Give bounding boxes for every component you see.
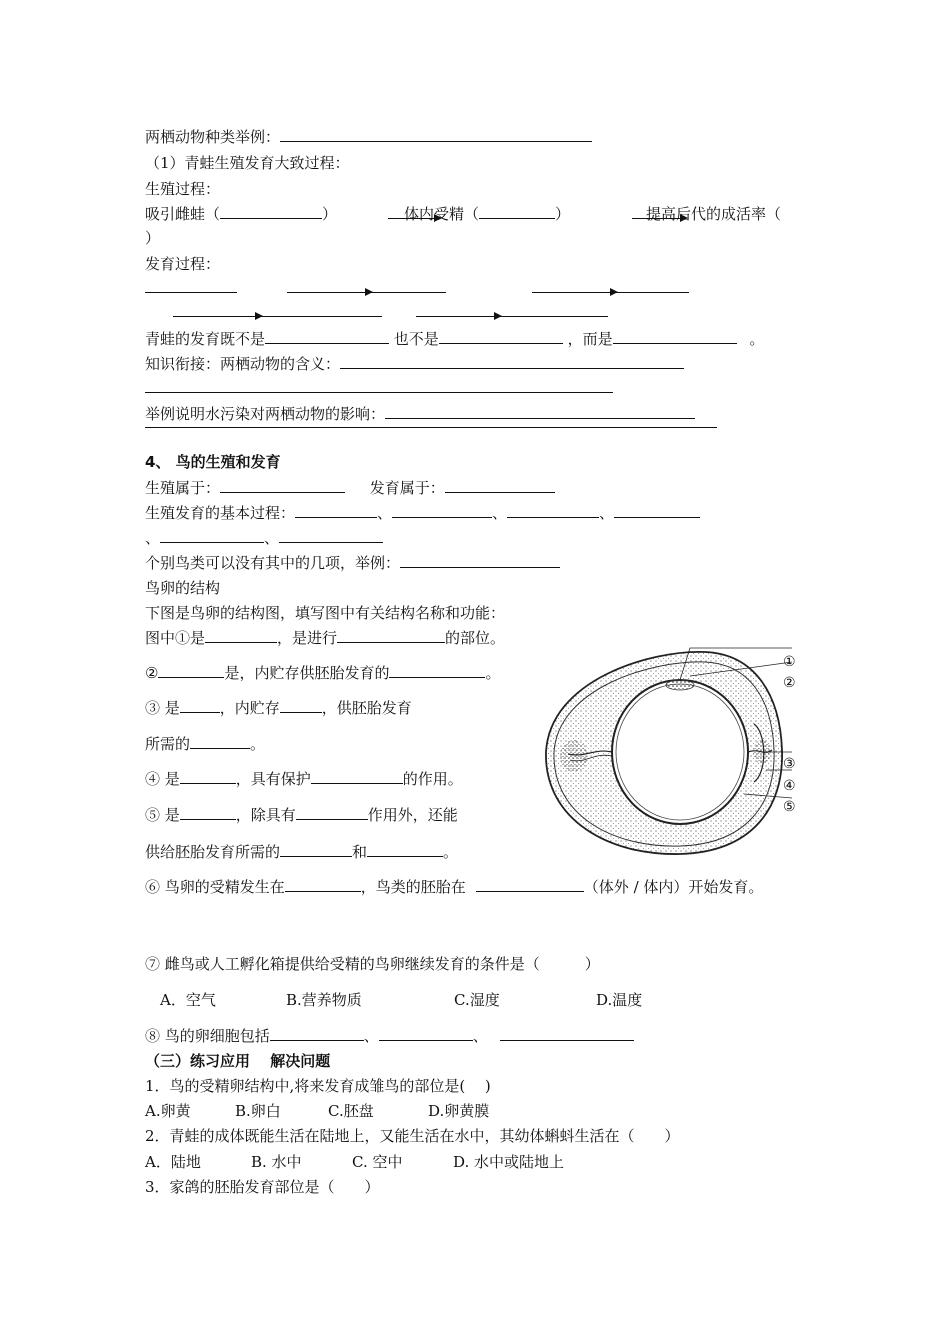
q1-line [145,628,505,648]
q1-blank2[interactable] [337,628,445,643]
diagram-instruction: 下图是鸟卵的结构图，填写图中有关结构名称和功能： [145,604,506,622]
dev-arrow-1 [287,292,371,293]
dev-arrow-4 [416,316,500,317]
step2-end: ） [555,205,571,223]
q3-blank1[interactable] [180,698,220,713]
water-pollution-line [145,404,695,424]
q3-blank2[interactable] [280,698,322,713]
q8-blank3[interactable] [500,1026,634,1041]
step2-label: 体内受精（ [404,205,480,223]
q5-blank2[interactable] [296,805,368,820]
q4-blank1[interactable] [180,769,236,784]
knowledge-link-line [145,354,684,374]
some-birds-line [145,553,560,573]
basic-process-line-2 [145,528,383,548]
q8-blank1[interactable] [270,1026,364,1041]
development-type-blank[interactable] [445,478,555,493]
practice-q1: 1．鸟的受精卵结构中,将来发育成雏鸟的部位是( ) [145,1077,491,1095]
practice-q2-option-c[interactable]: C. 空中 [352,1153,403,1171]
dev-blank-2[interactable] [371,292,446,293]
water-pollution-blank[interactable] [385,404,695,419]
dev-blank-3[interactable] [616,292,689,293]
frog-dev-blank2[interactable] [439,329,563,344]
sep: 、 [264,529,280,547]
sep: 、 [492,504,508,522]
q6b: ，鸟类的胚胎在 [360,878,466,896]
frog-process-title: （1）青蛙生殖发育大致过程： [145,154,350,172]
examples-label: 两栖动物种类举例： [145,128,281,146]
q6-blank1[interactable] [285,877,361,892]
step2-blank[interactable] [479,204,555,219]
q5-blank1[interactable] [180,805,236,820]
basic-process-label: 生殖发育的基本过程： [145,504,296,522]
process-blank-2[interactable] [392,503,492,518]
reproduction-label: 生殖过程： [145,180,221,198]
q6a: ⑥ 鸟卵的受精发生在 [145,878,285,896]
q5-line-2 [145,842,458,862]
q2-blank1[interactable] [158,663,224,678]
q7-option-a[interactable]: A．空气 [160,991,216,1009]
practice-q1-option-c[interactable]: C.胚盘 [328,1102,374,1120]
q2-blank2[interactable] [389,663,485,678]
q2a: ② [145,664,159,682]
chalaza-left-mass [560,740,588,772]
sep: 、 [599,504,615,522]
q1a: 图中①是 [145,629,206,647]
q2-line [145,663,500,683]
frog-dev-blank3[interactable] [613,329,737,344]
q4a: ④ 是 [145,770,180,788]
reproduction-type-label: 生殖属于： [145,479,221,497]
dev-blank-1[interactable] [145,292,237,293]
dev-arrow-3 [173,316,261,317]
step1-label: 吸引雌蛙（ [145,205,221,223]
q7-option-c[interactable]: C.湿度 [454,991,500,1009]
q6-line [145,877,763,897]
q3c: ，供胚胎发育 [321,699,412,717]
practice-q1-option-b[interactable]: B.卵白 [235,1102,281,1120]
q8-blank2[interactable] [379,1026,473,1041]
process-blank-5[interactable] [160,528,264,543]
frog-dev-end: 。 [749,330,765,348]
q5a: ⑤ 是 [145,806,180,824]
practice-q1-option-a[interactable]: A.卵黄 [145,1102,191,1120]
sep: 、 [363,1027,379,1045]
practice-q1-option-d[interactable]: D.卵黄膜 [428,1102,490,1120]
frog-dev-blank1[interactable] [265,329,389,344]
practice-q2: 2．青蛙的成体既能生活在陆地上，又能生活在水中，其幼体蝌蚪生活在（ ） [145,1127,680,1145]
amphibian-examples-line [145,127,592,147]
practice-q2-option-d[interactable]: D. 水中或陆地上 [453,1153,565,1171]
q8-line [145,1026,634,1046]
q5f: 。 [443,843,459,861]
q2b: 是，内贮存供胚胎发育的 [224,664,390,682]
knowledge-link-blank-2[interactable] [145,392,613,393]
dev-arrow-2 [532,292,616,293]
water-pollution-label: 举例说明水污染对两栖动物的影响： [145,405,386,423]
step3-cont: ） [145,229,161,247]
step1-blank[interactable] [220,204,322,219]
q5c: 作用外，还能 [367,806,458,824]
q5-blank3[interactable] [280,842,352,857]
q4b: ，具有保护 [235,770,311,788]
q6c: （体外 / 体内）开始发育。 [583,878,764,896]
q4c: 的作用。 [402,770,463,788]
q3d: 所需的 [145,735,191,753]
practice-title: （三）练习应用 解决问题 [145,1052,331,1070]
some-birds-label: 个别鸟类可以没有其中的几项，举例： [145,554,401,572]
q5b: ，除具有 [235,806,296,824]
q6-blank2[interactable] [476,877,584,892]
q7-line: ⑦ 雌鸟或人工孵化箱提供给受精的鸟卵继续发育的条件是（ ） [145,955,600,973]
reproduction-steps [145,204,337,224]
diagram-label-1: ① [783,654,796,670]
dev-blank-5[interactable] [500,316,608,317]
q7-option-b[interactable]: B.营养物质 [286,991,362,1009]
q3e: 。 [250,735,266,753]
step2 [404,204,570,224]
frog-development-line [145,329,764,349]
egg-structure-title: 鸟卵的结构 [145,579,221,597]
q4-line [145,769,463,789]
q4-blank2[interactable] [311,769,403,784]
process-blank-3[interactable] [507,503,599,518]
practice-q2-option-a[interactable]: A．陆地 [145,1153,201,1171]
germinal-disc [666,680,694,690]
development-label: 发育过程： [145,255,221,273]
frog-dev-part1: 青蛙的发育既不是 [145,330,266,348]
step3-label: 提高后代的成活率（ [646,205,782,223]
water-pollution-blank-2[interactable] [145,427,717,428]
q1c: 的部位。 [445,629,506,647]
q2c: 。 [485,664,501,682]
sep: 、 [472,1027,488,1045]
process-blank-6[interactable] [279,528,383,543]
q8a: ⑧ 鸟的卵细胞包括 [145,1027,270,1045]
knowledge-link-label: 知识衔接：两栖动物的含义： [145,355,341,373]
dev-blank-4[interactable] [261,316,382,317]
q3-blank3[interactable] [190,734,250,749]
sep: 、 [145,529,161,547]
examples-blank[interactable] [280,127,592,142]
q1b: ，是进行 [277,629,338,647]
sep: 、 [377,504,393,522]
some-birds-blank[interactable] [400,553,560,568]
development-type-label: 发育属于： [369,479,445,497]
step1-end: ） [322,205,338,223]
q7-option-d[interactable]: D.温度 [596,991,643,1009]
q5e: 和 [352,843,368,861]
yolk [612,680,748,824]
process-blank-4[interactable] [614,503,700,518]
q5-line [145,805,458,825]
knowledge-link-blank[interactable] [340,354,684,369]
diagram-label-5: ⑤ [783,799,796,815]
frog-dev-part3: ，而是 [567,330,613,348]
q1-blank1[interactable] [205,628,277,643]
frog-dev-part2: 也不是 [393,330,439,348]
reproduction-type-blank[interactable] [220,478,345,493]
basic-process-line [145,503,700,523]
practice-q3: 3．家鸽的胚胎发育部位是（ ） [145,1178,380,1196]
q3-line-2 [145,734,265,754]
diagram-label-3: ③ [783,756,796,772]
q3a: ③ 是 [145,699,180,717]
diagram-label-2: ② [783,675,796,691]
bird-types-line [145,478,555,498]
practice-q2-option-b[interactable]: B. 水中 [251,1153,302,1171]
process-blank-1[interactable] [295,503,377,518]
q5-blank4[interactable] [367,842,443,857]
bird-section-title: 4、 鸟的生殖和发育 [145,453,281,471]
diagram-label-4: ④ [783,778,796,794]
q5d: 供给胚胎发育所需的 [145,843,281,861]
q3-line [145,698,412,718]
q3b: ，内贮存 [219,699,280,717]
